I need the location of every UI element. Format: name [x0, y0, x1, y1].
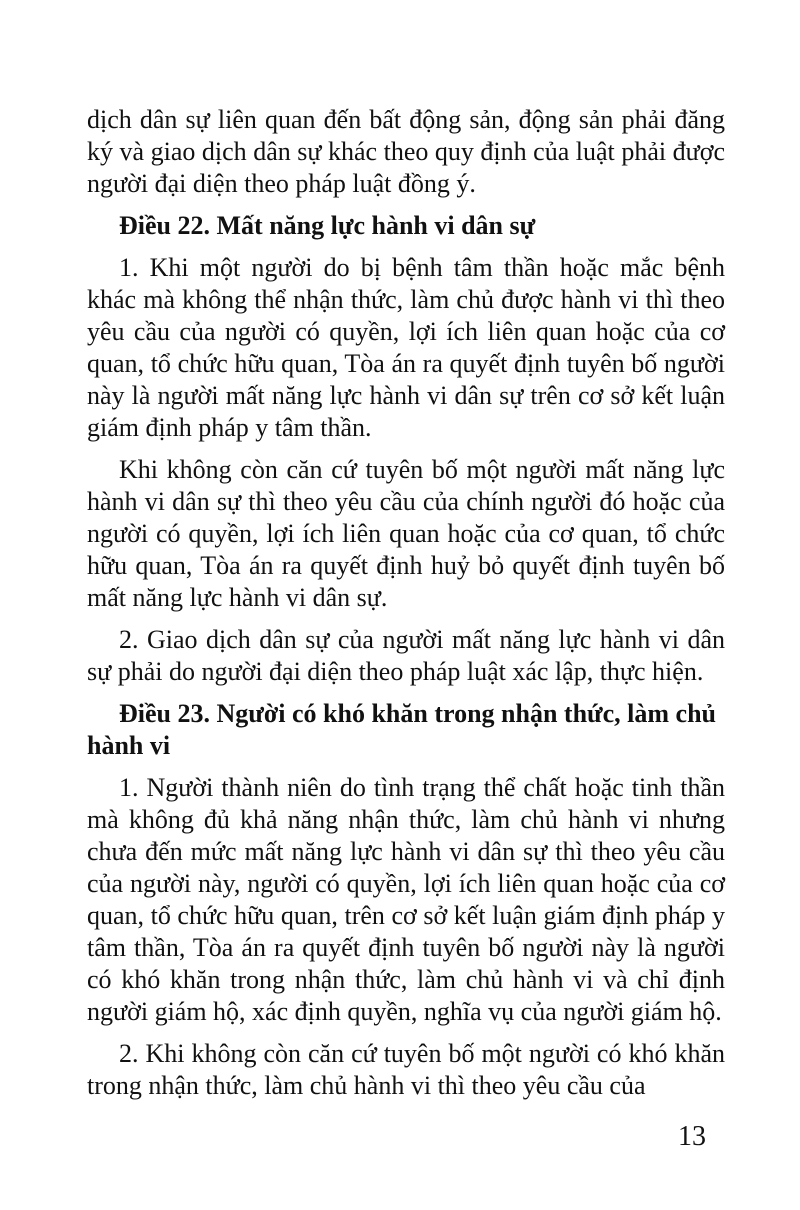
paragraph-continuation: dịch dân sự liên quan đến bất động sản, động sản phải đăng ký và giao dịch dân sự khác theo quy định của luật phải được người đại diện theo pháp luật đồng ý. [87, 105, 725, 198]
article-22-clause-1-cont: Khi không còn căn cứ tuyên bố một người mất năng lực hành vi dân sự thì theo yêu cầu của chính người đó hoặc của người có quyền, lợi ích liên quan hoặc của cơ quan, tổ chức hữu quan, Tòa án ra quyết định huỷ bỏ quyết định tuyên bố mất năng lực hành vi dân sự. [87, 455, 725, 612]
article-23-clause-2: 2. Khi không còn căn cứ tuyên bố một người có khó khăn trong nhận thức, làm chủ hành vi thì theo yêu cầu của [87, 1039, 725, 1100]
document-body [87, 104, 725, 1112]
article-23-clause-1: 1. Người thành niên do tình trạng thể chất hoặc tinh thần mà không đủ khả năng nhận thức, làm chủ hành vi nhưng chưa đến mức mất năng lực hành vi dân sự thì theo yêu cầu của người này, người có quyền, lợi ích liên quan hoặc của cơ quan, tổ chức hữu quan, trên cơ sở kết luận giám định pháp y tâm thần, Tòa án ra quyết định tuyên bố người này là người có khó khăn trong nhận thức, làm chủ hành vi và chỉ định người giám hộ, xác định quyền, nghĩa vụ của người giám hộ. [87, 773, 725, 1026]
article-22-clause-1: 1. Khi một người do bị bệnh tâm thần hoặc mắc bệnh khác mà không thể nhận thức, làm chủ được hành vi thì theo yêu cầu của người có quyền, lợi ích liên quan hoặc của cơ quan, tổ chức hữu quan, Tòa án ra quyết định tuyên bố người này là người mất năng lực hành vi dân sự trên cơ sở kết luận giám định pháp y tâm thần. [87, 253, 725, 442]
article-22-clause-2: 2. Giao dịch dân sự của người mất năng lực hành vi dân sự phải do người đại diện theo pháp luật xác lập, thực hiện. [87, 625, 725, 686]
article-22-heading: Điều 22. Mất năng lực hành vi dân sự [119, 211, 536, 240]
article-23-heading: Điều 23. Người có khó khăn trong nhận thức, làm chủ hành vi [87, 699, 717, 760]
page-number: 13 [678, 1121, 706, 1152]
